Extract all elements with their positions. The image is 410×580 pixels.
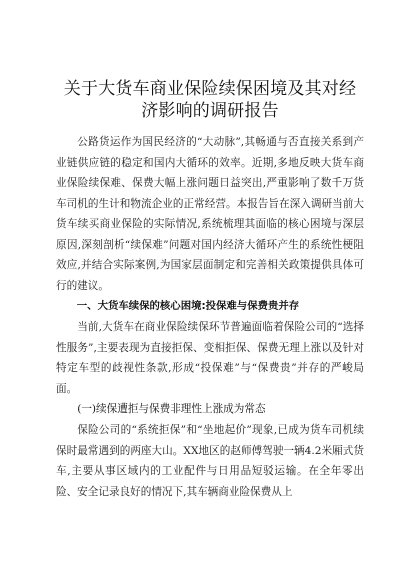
subsection-heading: (一)续保遭拒与保费非理性上涨成为常态 bbox=[77, 403, 266, 415]
document-title: 关于大货车商业保险续保困境及其对经济影响的调研报告 bbox=[63, 79, 357, 121]
section-paragraph: 当前,大货车在商业保险续保环节普遍面临着保险公司的“选择性服务”,主要表现为直接拒保、变相拒保、保费无理上涨以及针对特定车型的歧视性条款,形成“投保难”与“保费贵”并存的严峻局面。 bbox=[56, 321, 364, 395]
intro-paragraph: 公路货运作为国民经济的“大动脉”,其畅通与否直接关系到产业链供应链的稳定和国内大循环的效率。近期,多地反映大货车商业保险续保难、保费大幅上涨问题日益突出,严重影响了数千万货车司机的生计和物流企业的正常经营。本报告旨在深入调研当前大货车续买商业保险的实际情况,系统梳理其面临的核心困境与深层原因,深刻剖析“续保难”问题对国内经济大循环产生的系统性梗阻效应,并结合实际案例,为国家层面制定和完善相关政策提供具体可行的建议。 bbox=[56, 136, 364, 292]
subsection-paragraph: 保险公司的“系统拒保”和“坐地起价”现象,已成为货车司机续保时最常遇到的两座大山。XX地区的赵师傅驾驶一辆4.2米厢式货车,主要从事区域内的工业配件与日用品短驳运输。在全年零出险、安全记录良好的情况下,其车辆商业险保费从上 bbox=[56, 424, 364, 498]
section-heading: 一、大货车续保的核心困境:投保难与保费贵并存 bbox=[76, 300, 300, 312]
